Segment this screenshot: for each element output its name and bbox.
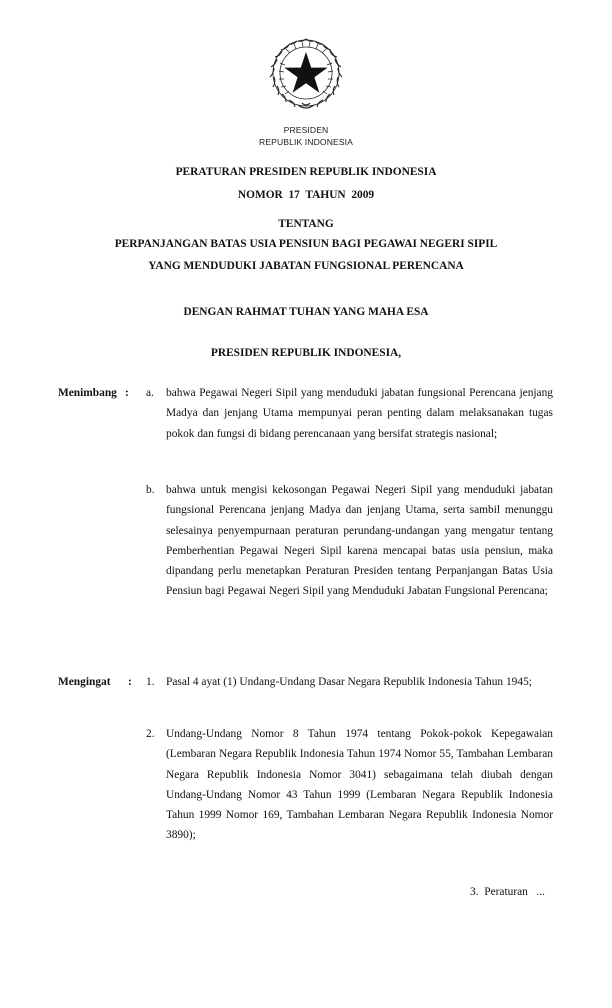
mengingat-item-2-marker: 2. [146, 728, 155, 740]
menimbang-item-a-marker: a. [146, 387, 154, 399]
subject-line-2: YANG MENDUDUKI JABATAN FUNGSIONAL PERENCANA [148, 260, 464, 272]
regulation-number: NOMOR 17 TAHUN 2009 [237, 189, 375, 201]
tentang-heading: TENTANG [278, 218, 334, 230]
mengingat-colon: : [128, 676, 132, 688]
emblem-caption-presiden: PRESIDEN [283, 125, 329, 135]
menimbang-label: Menimbang [58, 387, 117, 399]
page-continuation-note: 3. Peraturan ... [470, 886, 545, 898]
authority-heading: PRESIDEN REPUBLIK INDONESIA, [210, 347, 402, 359]
presidential-emblem-icon [266, 33, 346, 119]
regulation-title: PERATURAN PRESIDEN REPUBLIK INDONESIA [175, 166, 437, 178]
menimbang-colon: : [125, 387, 129, 399]
invocation: DENGAN RAHMAT TUHAN YANG MAHA ESA [183, 306, 429, 318]
emblem-caption-republik: REPUBLIK INDONESIA [259, 137, 353, 147]
mengingat-item-1-text: Pasal 4 ayat (1) Undang-Undang Dasar Negara Republik Indonesia Tahun 1945; [166, 676, 532, 688]
mengingat-item-1-marker: 1. [146, 676, 155, 688]
subject-line-1: PERPANJANGAN BATAS USIA PENSIUN BAGI PEGAWAI NEGERI SIPIL [114, 238, 498, 250]
menimbang-item-b-text: bahwa untuk mengisi kekosongan Pegawai Negeri Sipil yang menduduki jabatan fungsional Perencana jenjang Madya dan jenjang Utama, serta sambil menunggu selesainya penyempurnaan peraturan perundang-undangan yang mengatur tentang Pemberhentian Pegawai Negeri Sipil karena mencapai batas usia pensiun, maka dipandang perlu menetapkan Peraturan Presiden tentang Perpanjangan Batas Usia Pensiun bagi Pegawai Negeri Sipil yang Menduduki Jabatan Fungsional Perencana; [166, 484, 553, 598]
menimbang-item-b-marker: b. [146, 484, 155, 496]
menimbang-item-a-text: bahwa Pegawai Negeri Sipil yang menduduki jabatan fungsional Perencana jenjang Madya dan jenjang Utama mempunyai peran penting dalam melaksanakan tugas pokok dan fungsi di bidang perencanaan yang bersifat strategis nasional; [166, 387, 553, 440]
mengingat-label: Mengingat [58, 676, 111, 688]
mengingat-item-2-text: Undang-Undang Nomor 8 Tahun 1974 tentang Pokok-pokok Kepegawaian (Lembaran Negara Republik Indonesia Tahun 1974 Nomor 55, Tambahan Lembaran Negara Republik Indonesia Nomor 3041) sebagaimana telah diubah dengan Undang-Undang Nomor 43 Tahun 1999 (Lembaran Negara Republik Indonesia Tahun 1999 Nomor 169, Tambahan Lembaran Negara Republik Indonesia Nomor 3890); [166, 728, 553, 842]
